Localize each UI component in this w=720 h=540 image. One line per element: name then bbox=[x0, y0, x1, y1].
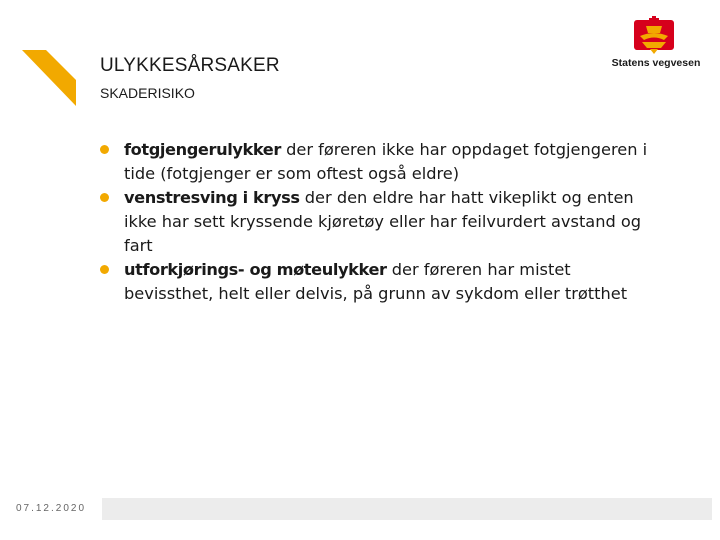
footer-date: 07.12.2020 bbox=[0, 498, 102, 520]
list-item bbox=[100, 138, 660, 186]
list-item bbox=[100, 186, 660, 258]
bullet-term: fotgjengerulykker bbox=[124, 140, 281, 159]
footer-bar bbox=[0, 498, 712, 520]
bullet-term: venstresving i kryss bbox=[124, 188, 300, 207]
logo-text: Statens vegvesen bbox=[611, 57, 701, 69]
bullet-list bbox=[100, 138, 660, 306]
bullet-dot-icon bbox=[100, 193, 109, 202]
bullet-dot-icon bbox=[100, 265, 109, 274]
bullet-text: der føreren har mistet bevissthet, helt eller delvis, på grunn av sykdom eller trøtthet bbox=[124, 260, 628, 303]
statens-vegvesen-logo bbox=[604, 16, 708, 74]
accent-stripe bbox=[22, 50, 76, 106]
bullet-text: der den eldre har hatt vikeplikt og enten ikke har sett kryssende kjøretøy eller har feilvurdert avstand og fart bbox=[124, 188, 642, 255]
list-item bbox=[100, 258, 660, 306]
slide-subtitle: SKADERISIKO bbox=[100, 85, 195, 101]
bullet-text: der føreren ikke har oppdaget fotgjengeren i tide (fotgjenger er som oftest også eldre) bbox=[124, 140, 648, 183]
bullet-dot-icon bbox=[100, 145, 109, 154]
statens-vegvesen-emblem-icon bbox=[634, 16, 674, 56]
slide-title: ULYKKESÅRSAKER bbox=[100, 55, 280, 76]
bullet-term: utforkjørings- og møteulykker bbox=[124, 260, 387, 279]
